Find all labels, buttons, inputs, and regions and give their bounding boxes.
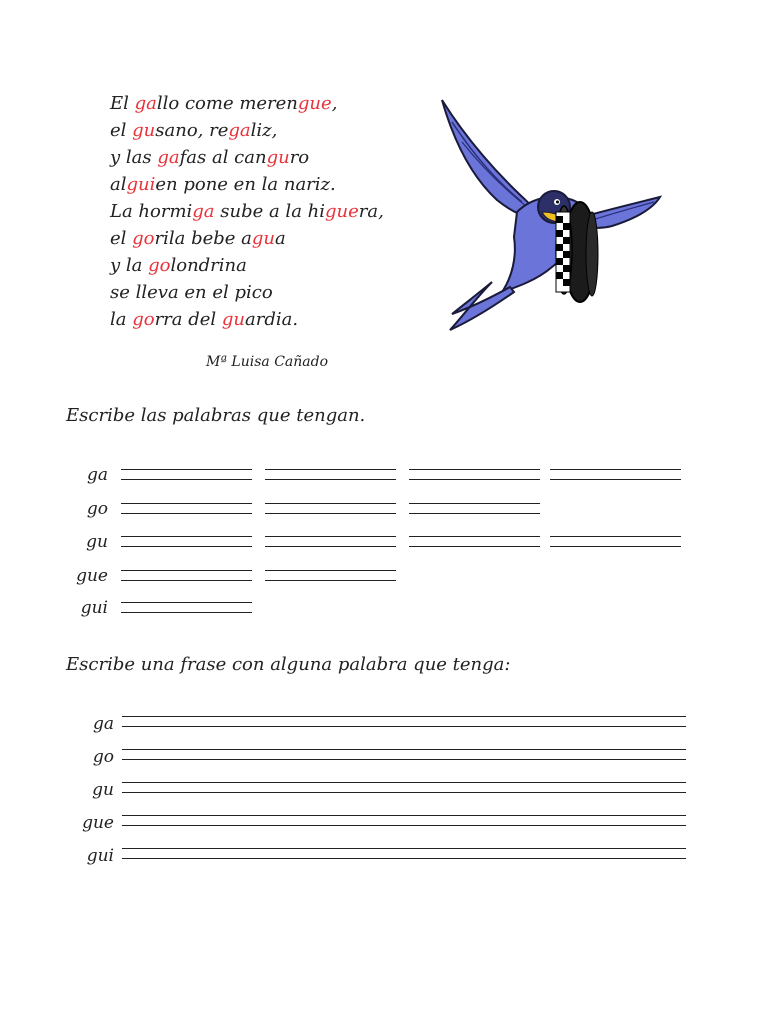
swallow-illustration	[432, 92, 667, 332]
sentence-row-gu	[0, 782, 768, 802]
highlighted-syllable: gu	[132, 120, 156, 141]
sentence-row-ga	[0, 716, 768, 736]
police-cap	[556, 202, 598, 302]
sentence-line[interactable]	[122, 815, 686, 826]
word-blank[interactable]	[550, 469, 681, 480]
sentence-row-gui	[0, 848, 768, 868]
highlighted-syllable: go	[132, 309, 155, 330]
poem-text: fas al can	[179, 147, 267, 168]
instruction-write-words: Escribe las palabras que tengan.	[66, 405, 366, 426]
word-blank[interactable]	[550, 536, 681, 547]
highlighted-syllable: gu	[221, 309, 246, 330]
poem-line	[110, 90, 430, 117]
poem-text: rila bebe a	[154, 228, 252, 249]
word-blank[interactable]	[121, 570, 252, 581]
poem-text: ardia.	[245, 309, 299, 330]
word-blank[interactable]	[265, 570, 396, 581]
poem-text: al	[110, 174, 127, 195]
highlighted-syllable: go	[132, 228, 155, 249]
word-blank[interactable]	[409, 536, 540, 547]
bird-tail	[450, 282, 514, 330]
sentence-line[interactable]	[122, 749, 686, 760]
highlighted-syllable: gu	[251, 228, 275, 249]
syllable-label: go	[86, 499, 108, 519]
syllable-label: gu	[92, 780, 114, 800]
poem-line	[110, 117, 430, 144]
highlighted-syllable: ga	[192, 201, 215, 222]
sentence-line[interactable]	[122, 716, 686, 727]
sentence-row-go	[0, 749, 768, 769]
poem-text: ro	[289, 147, 310, 168]
bird-left-wing	[442, 100, 542, 218]
highlighted-syllable: gui	[126, 174, 156, 195]
word-blank[interactable]	[121, 503, 252, 514]
highlighted-syllable: go	[148, 255, 171, 276]
word-blank[interactable]	[121, 469, 252, 480]
syllable-label: gu	[86, 532, 108, 552]
poem-line	[110, 144, 430, 171]
word-row-gu	[0, 532, 768, 552]
highlighted-syllable: gue	[325, 201, 359, 222]
syllable-label: ga	[86, 465, 108, 485]
word-row-gue	[0, 566, 768, 586]
poem-text: liz,	[250, 120, 278, 141]
poem	[110, 90, 430, 333]
highlighted-syllable: ga	[228, 120, 251, 141]
word-blank[interactable]	[265, 536, 396, 547]
highlighted-syllable: gu	[266, 147, 290, 168]
poem-text: se lleva en el pico	[110, 282, 273, 303]
poem-line	[110, 171, 430, 198]
poem-text: La hormi	[110, 201, 193, 222]
word-blank[interactable]	[265, 503, 396, 514]
syllable-label: gue	[82, 813, 114, 833]
poem-text: El	[110, 93, 135, 114]
poem-text: el	[110, 120, 133, 141]
poem-author: Mª Luisa Cañado	[206, 354, 329, 370]
poem-line	[110, 306, 430, 333]
poem-text: llo come meren	[156, 93, 298, 114]
poem-line	[110, 252, 430, 279]
syllable-label: gui	[80, 598, 108, 618]
poem-text: ra,	[358, 201, 384, 222]
highlighted-syllable: ga	[157, 147, 180, 168]
syllable-label: gue	[76, 566, 108, 586]
word-blank[interactable]	[121, 536, 252, 547]
highlighted-syllable: gue	[297, 93, 332, 114]
poem-text: a	[275, 228, 286, 249]
poem-line	[110, 279, 430, 306]
poem-text: rra del	[154, 309, 222, 330]
poem-text: sano, re	[155, 120, 229, 141]
word-blank[interactable]	[121, 602, 252, 613]
word-row-gui	[0, 598, 768, 618]
highlighted-syllable: ga	[134, 93, 157, 114]
poem-text: sube a la hi	[214, 201, 325, 222]
poem-text: ,	[331, 93, 338, 114]
instruction-write-sentence: Escribe una frase con alguna palabra que tenga:	[66, 654, 511, 675]
poem-text: y la	[110, 255, 149, 276]
syllable-label: gui	[86, 846, 114, 866]
poem-line	[110, 198, 430, 225]
poem-text: la	[110, 309, 133, 330]
word-row-go	[0, 499, 768, 519]
poem-line	[110, 225, 430, 252]
poem-text: el	[110, 228, 133, 249]
word-row-ga	[0, 465, 768, 485]
syllable-label: ga	[92, 714, 114, 734]
word-blank[interactable]	[409, 469, 540, 480]
word-blank[interactable]	[409, 503, 540, 514]
poem-text: en pone en la nariz.	[155, 174, 336, 195]
poem-text: y las	[110, 147, 158, 168]
sentence-row-gue	[0, 815, 768, 835]
poem-text: londrina	[170, 255, 247, 276]
sentence-line[interactable]	[122, 782, 686, 793]
syllable-label: go	[92, 747, 114, 767]
sentence-line[interactable]	[122, 848, 686, 859]
word-blank[interactable]	[265, 469, 396, 480]
